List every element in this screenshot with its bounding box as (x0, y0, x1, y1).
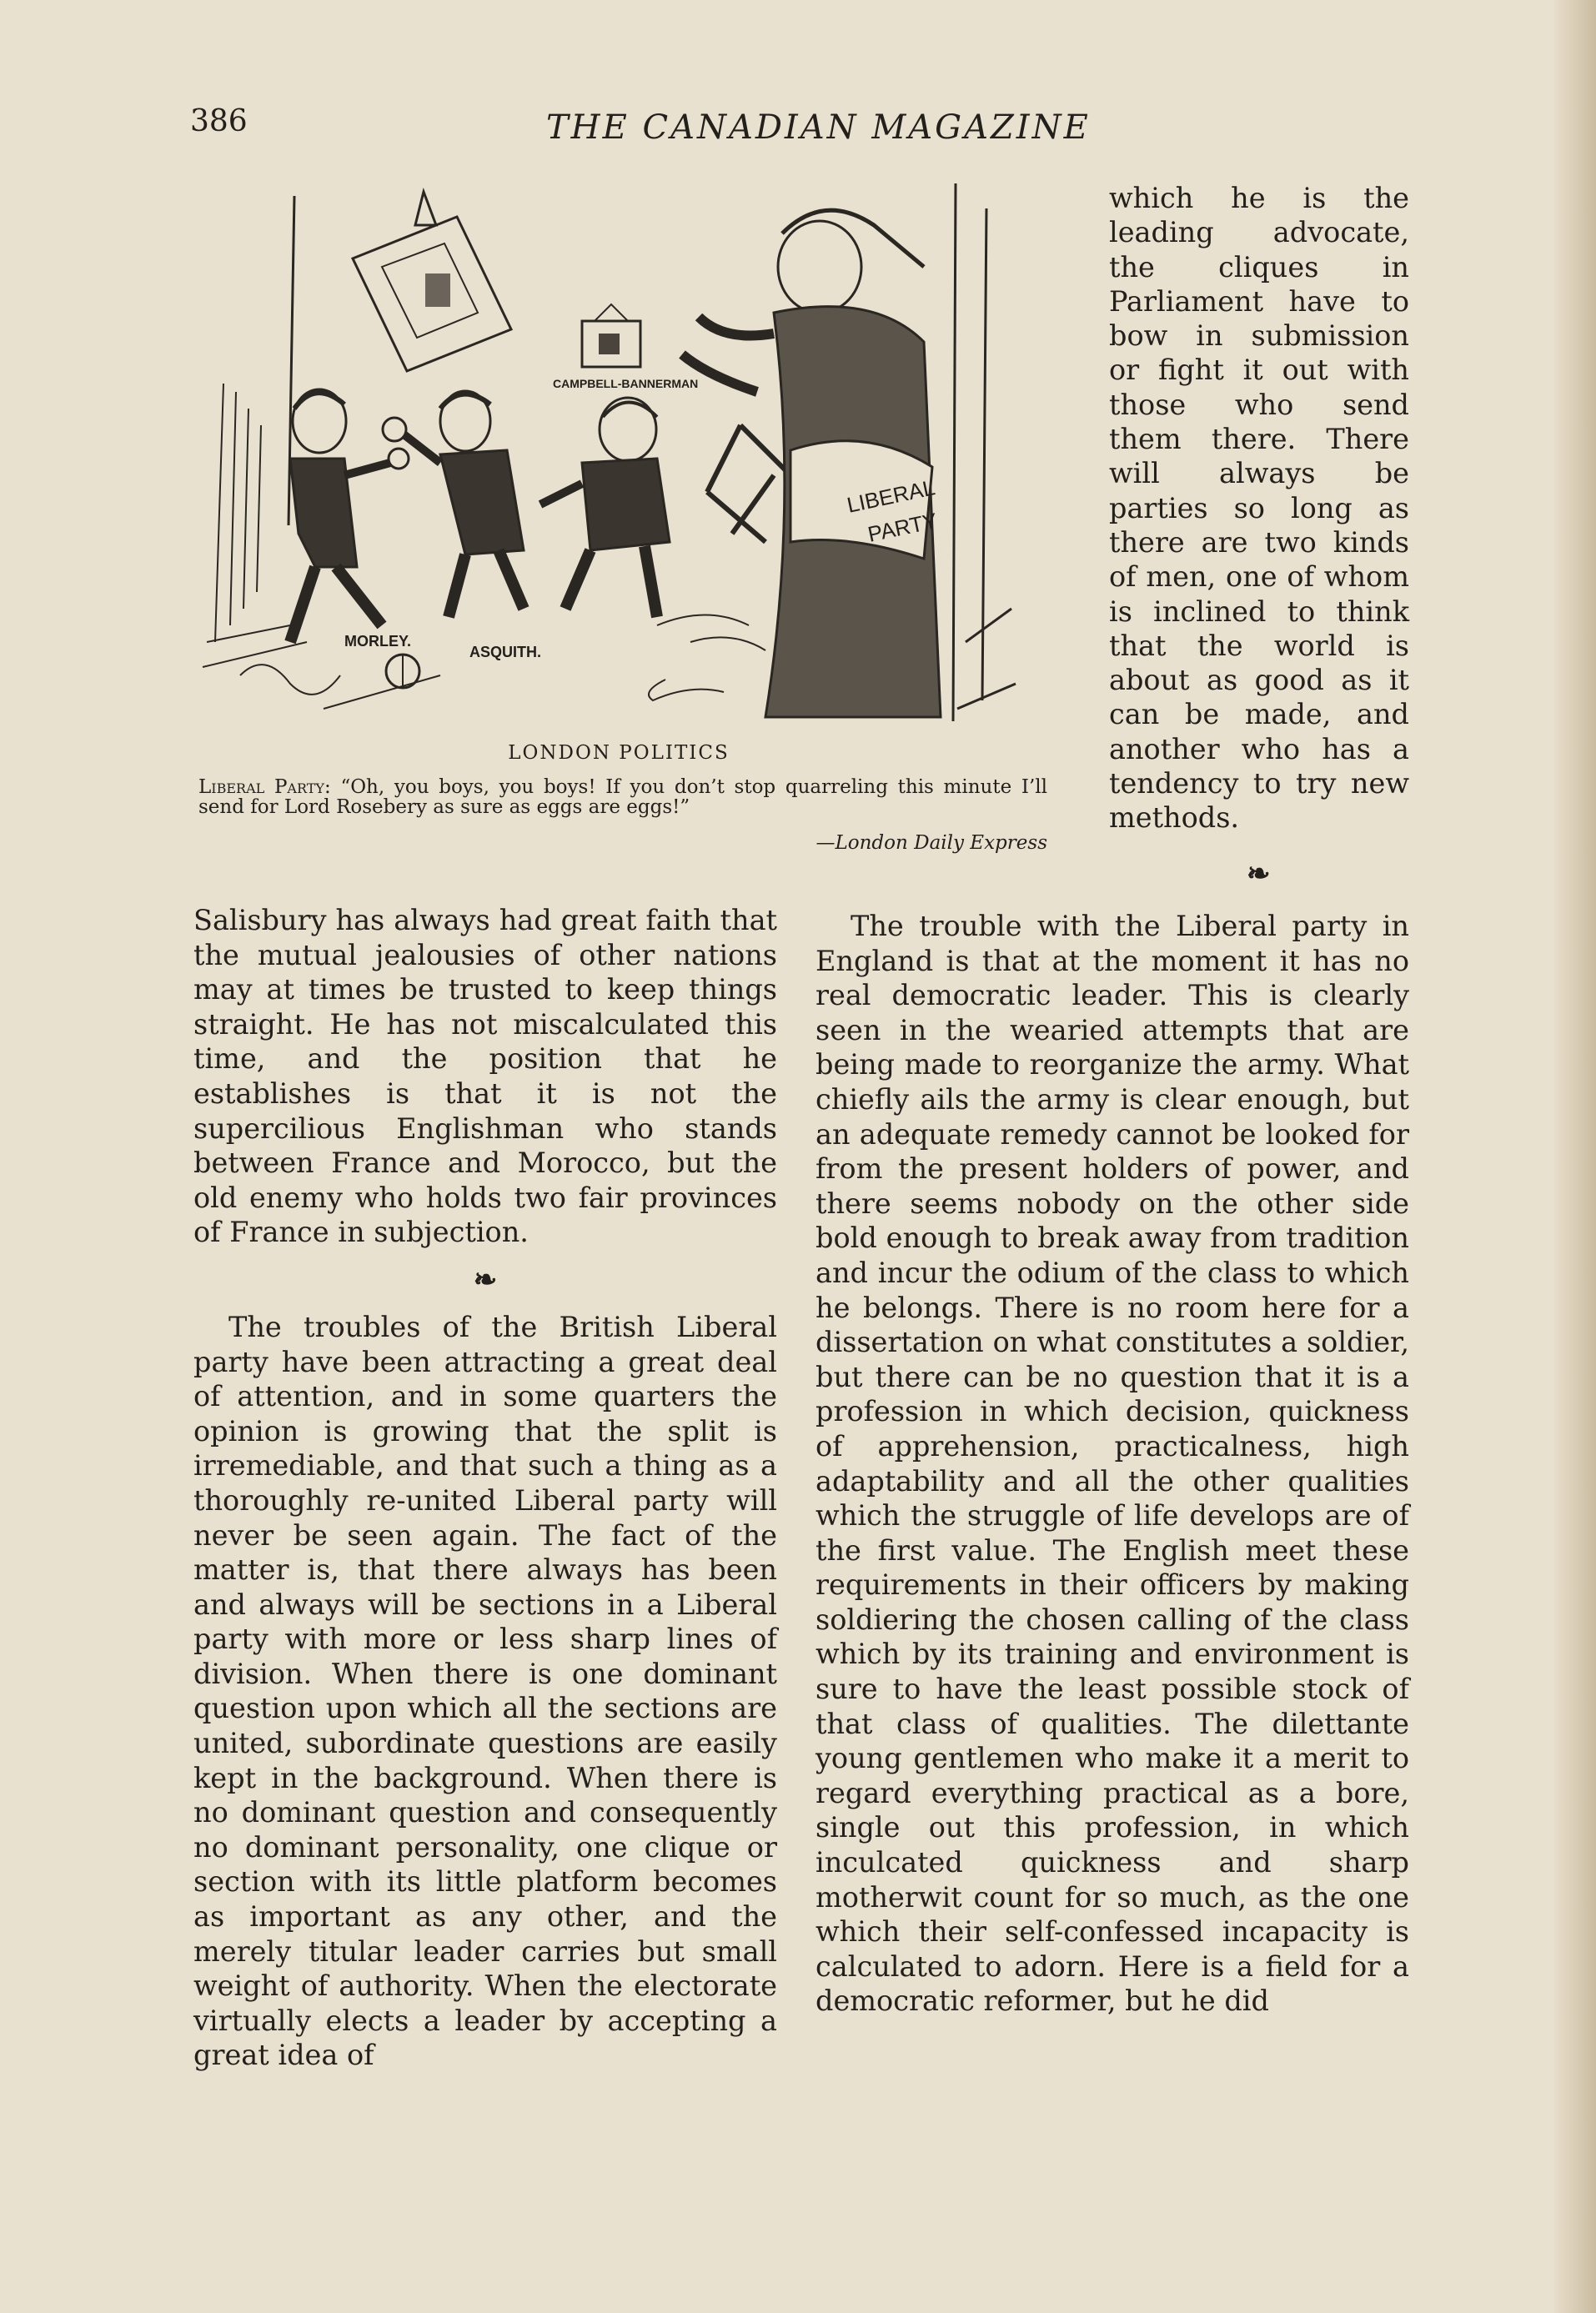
page-number: 386 (190, 104, 248, 138)
cartoon-credit: —London Daily Express (816, 832, 1047, 854)
right-column (816, 909, 1409, 2019)
figure-campbell-bannerman (540, 398, 670, 617)
caption-quote: “Oh, you boys, you boys! If you don’t stop quarreling this minute I’ll send for Lord Rosebery as sure as eggs are eggs!” (198, 776, 1047, 818)
left-paragraph-1: Salisbury has always had great faith that the mutual jealousies of other nations may at times be trusted to keep things straight. He has not miscalculated this time, and the position that he establishes is that it is not the supercilious Englishman who stands between France and Morocco, but the old enemy who holds two fair provinces of France in subjection. (193, 904, 777, 1249)
right-paragraph-1: The trouble with the Liberal party in England is that at the moment it has no real democratic leader. This is clearly seen in the wearied attempts that are being made to reorganize the army. What chiefly ails the army is clear enough, but an adequate remedy cannot be looked for from the present holders of power, and there seems nobody on the other side bold enough to break away from tradition and incur the odium of the class to which he belongs. There is no room here for a dissertation on what constitutes a soldier, but there can be no question that it is a profession in which decision, quickness of apprehension, practicalness, high adaptability and all the other qualities which the struggle of life develops are of the first value. The English meet these requirements in their officers by making soldiering the chosen calling of the class which by its training and environment is sure to have the least possible stock of that class of qualities. The dilettante young gentlemen who make it a merit to regard everything practical as a bore, single out this profession, in which inculcated quickness and sharp motherwit count for so much, as the one which their self-confessed incapacity is calculated to adorn. Here is a field for a democratic reformer, but he did (816, 910, 1409, 2018)
caption-speaker: Liberal Party (198, 776, 324, 798)
cartoon-caption: Liberal Party: “Oh, you boys, you boys! If you don’t stop quarreling this minute I’ll send for Lord Rosebery as sure as eggs are eggs!” (198, 776, 1047, 818)
label-liberal: LIBERAL (845, 474, 937, 518)
side-text-paragraph: which he is the leading advocate, the cliques in Parliament have to bow in submission or fight it out with those who send them there. There will always be parties so long as there are two kinds of men, one of whom is inclined to think that the world is about as good as it can be made, and another who has a tendency to try new methods. (1109, 182, 1409, 835)
running-head: THE CANADIAN MAGAZINE (546, 108, 1091, 147)
political-cartoon (190, 175, 1047, 725)
label-morley: MORLEY. (344, 633, 412, 650)
label-campbell-bannerman: CAMPBELL-BANNERMAN (553, 377, 699, 390)
side-text-block (1109, 181, 1409, 835)
door-frame-left (953, 183, 956, 721)
cartoon-title: LONDON POLITICS (508, 742, 730, 764)
label-asquith: ASQUITH. (469, 644, 542, 660)
floor-squiggles (657, 615, 765, 651)
chair (707, 425, 790, 542)
page-edge-shadow (1554, 0, 1596, 2313)
section-ornament: ❧ (1247, 857, 1271, 891)
left-column (193, 903, 777, 2073)
figure-asquith (383, 391, 524, 617)
picture-hook (415, 192, 436, 225)
left-paragraph-2: The troubles of the British Liberal party have been attracting a great deal of attention, and in some quarters the opinion is growing that the split is irremediable, and that such a thing as a thoroughly re-united Liberal party will never be seen again. The fact of the matter is, that there always has been and always will be sections in a Liberal party with more or less sharp lines of division. When there is one dominant question upon which all the sections are united, subordinate questions are easily kept in the background. When there is no dominant question and consequently no dominant personality, one clique or section with its little platform becomes as important as any other, and the merely titular leader carries but small weight of authority. When the electorate virtually elects a leader by accepting a great idea of (193, 1310, 777, 2072)
label-party: PARTY (866, 507, 940, 547)
section-ornament: ❧ (473, 1262, 498, 1297)
